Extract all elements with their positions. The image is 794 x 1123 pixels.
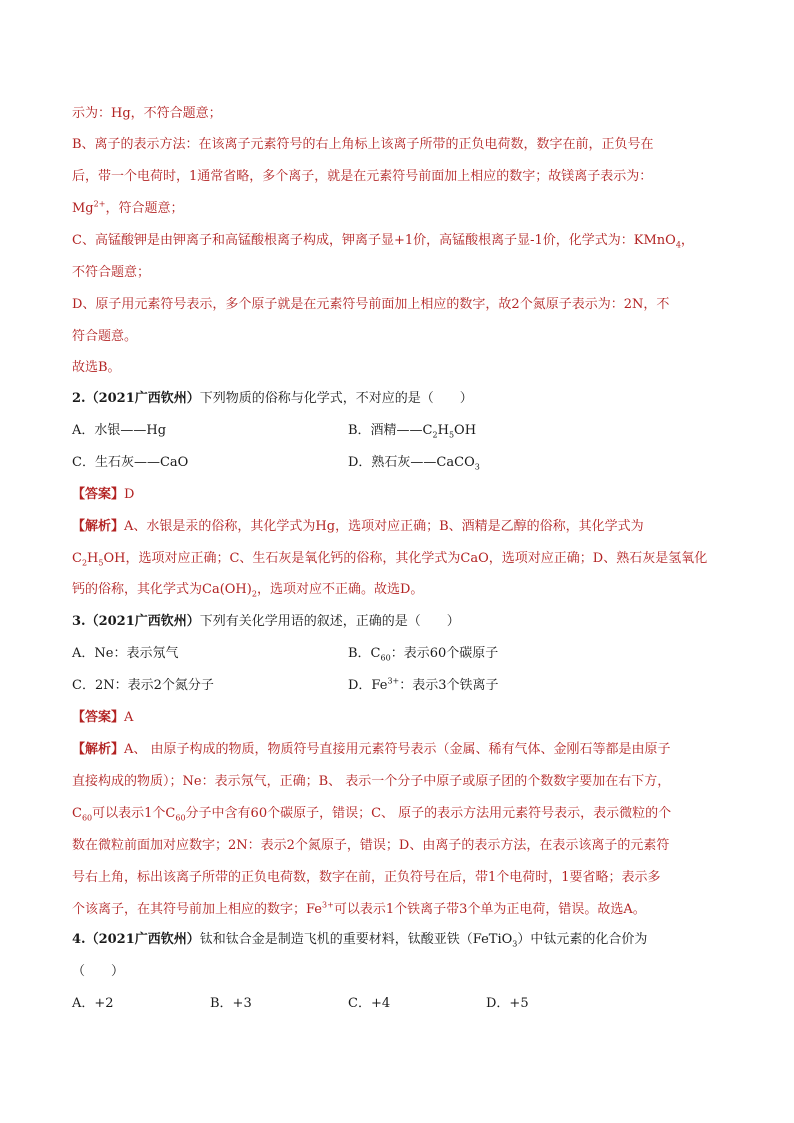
question-4-stem-paren: （ ）: [72, 964, 125, 979]
explanation-line: 个该离子，在其符号前加上相应的数字；$Fe^{3+}$可以表示1个铁离子带3个单为正电荷，错误。故选A。: [72, 900, 646, 917]
question-4-option-b: B．+3: [210, 996, 252, 1011]
explanation-line: D、原子用元素符号表示，多个原子就是在元素符号前面加上相应的数字，故2个氮原子表示为：2N，不: [72, 297, 670, 312]
question-2-option-b: B．酒精$——C_2H_5OH$: [348, 423, 477, 440]
explanation-line: $C_2H_5OH$，选项对应正确；C、生石灰是氧化钙的俗称，其化学式为CaO，选项对应正确；D、熟石灰是氢氧化: [72, 551, 708, 568]
explanation-line: 直接构成的物质）；Ne：表示氖气，正确；B、 表示一个分子中原子或原子团的个数数字要加在右下方，: [72, 774, 671, 789]
question-4-option-a: A．+2: [72, 996, 114, 1011]
explanation-line: 示为：Hg，不符合题意；: [72, 106, 222, 121]
question-2-answer: 【答案】D: [72, 487, 135, 502]
explanation-line: 故选B。: [72, 360, 121, 375]
question-4-stem: 4.（2021广西钦州）钛和钛合金是制造飞机的重要材料，钛酸亚铁（FeTiO$_3$）中钛元素的化合价为: [72, 932, 648, 949]
question-3-explanation: 【解析】A、 由原子构成的物质，物质符号直接用元素符号表示（金属、稀有气体、金刚石等都是由原子: [72, 742, 671, 757]
question-2-option-c: C．生石灰——CaO: [72, 455, 189, 470]
explanation-line: 钙的俗称，其化学式为$Ca(OH)_2$，选项对应不正确。故选D。: [72, 582, 424, 599]
question-4-option-c: C．+4: [348, 996, 391, 1011]
question-3-option-a: A．Ne：表示氖气: [72, 646, 179, 661]
explanation-line: $Mg^{2+}$，符合题意；: [72, 199, 184, 216]
explanation-line: 号右上角，标出该离子所带的正负电荷数，数字在前，正负符号在后，带1个电荷时，1要省略；表示多: [72, 870, 661, 885]
explanation-line: 后，带一个电荷时，1通常省略，多个离子，就是在元素符号前面加上相应的数字；故镁离子表示为：: [72, 169, 653, 184]
question-4-option-d: D．+5: [486, 996, 529, 1011]
question-2-option-d: D．熟石灰——CaCO$_3$: [348, 455, 480, 472]
question-3-answer: 【答案】A: [72, 710, 134, 725]
question-3-option-d: D．$Fe^{3+}$：表示3个铁离子: [348, 676, 499, 693]
question-3-stem: 3.（2021广西钦州）下列有关化学用语的叙述，正确的是（ ）: [72, 614, 460, 629]
question-2-option-a: A．水银——Hg: [72, 423, 167, 438]
question-2-stem: 2.（2021广西钦州）下列物质的俗称与化学式，不对应的是（ ）: [72, 391, 473, 406]
question-3-option-c: C．2N：表示2个氮分子: [72, 678, 214, 693]
question-3-option-b: B．$C_{60}$：表示60个碳原子: [348, 646, 499, 663]
explanation-line: 不符合题意；: [72, 265, 151, 280]
explanation-line: 符合题意。: [72, 329, 138, 344]
explanation-line: C、高锰酸钾是由钾离子和高锰酸根离子构成，钾离子显+1价，高锰酸根离子显-1价，化学式为：KMnO$_4$，: [72, 233, 694, 250]
explanation-line: 数在微粒前面加对应数字；2N：表示2个氮原子，错误；D、由离子的表示方法，在表示该离子的元素符: [72, 838, 670, 853]
explanation-line: B、离子的表示方法：在该离子元素符号的右上角标上该离子所带的正负电荷数，数字在前，正负号在: [72, 137, 654, 152]
question-2-explanation: 【解析】A、水银是汞的俗称，其化学式为Hg，选项对应正确；B、酒精是乙醇的俗称，其化学式为: [72, 519, 644, 534]
explanation-line: $C_{60}$可以表示1个$C_{60}$分子中含有60个碳原子，错误；C、 原子的表示方法用元素符号表示，表示微粒的个: [72, 806, 672, 823]
